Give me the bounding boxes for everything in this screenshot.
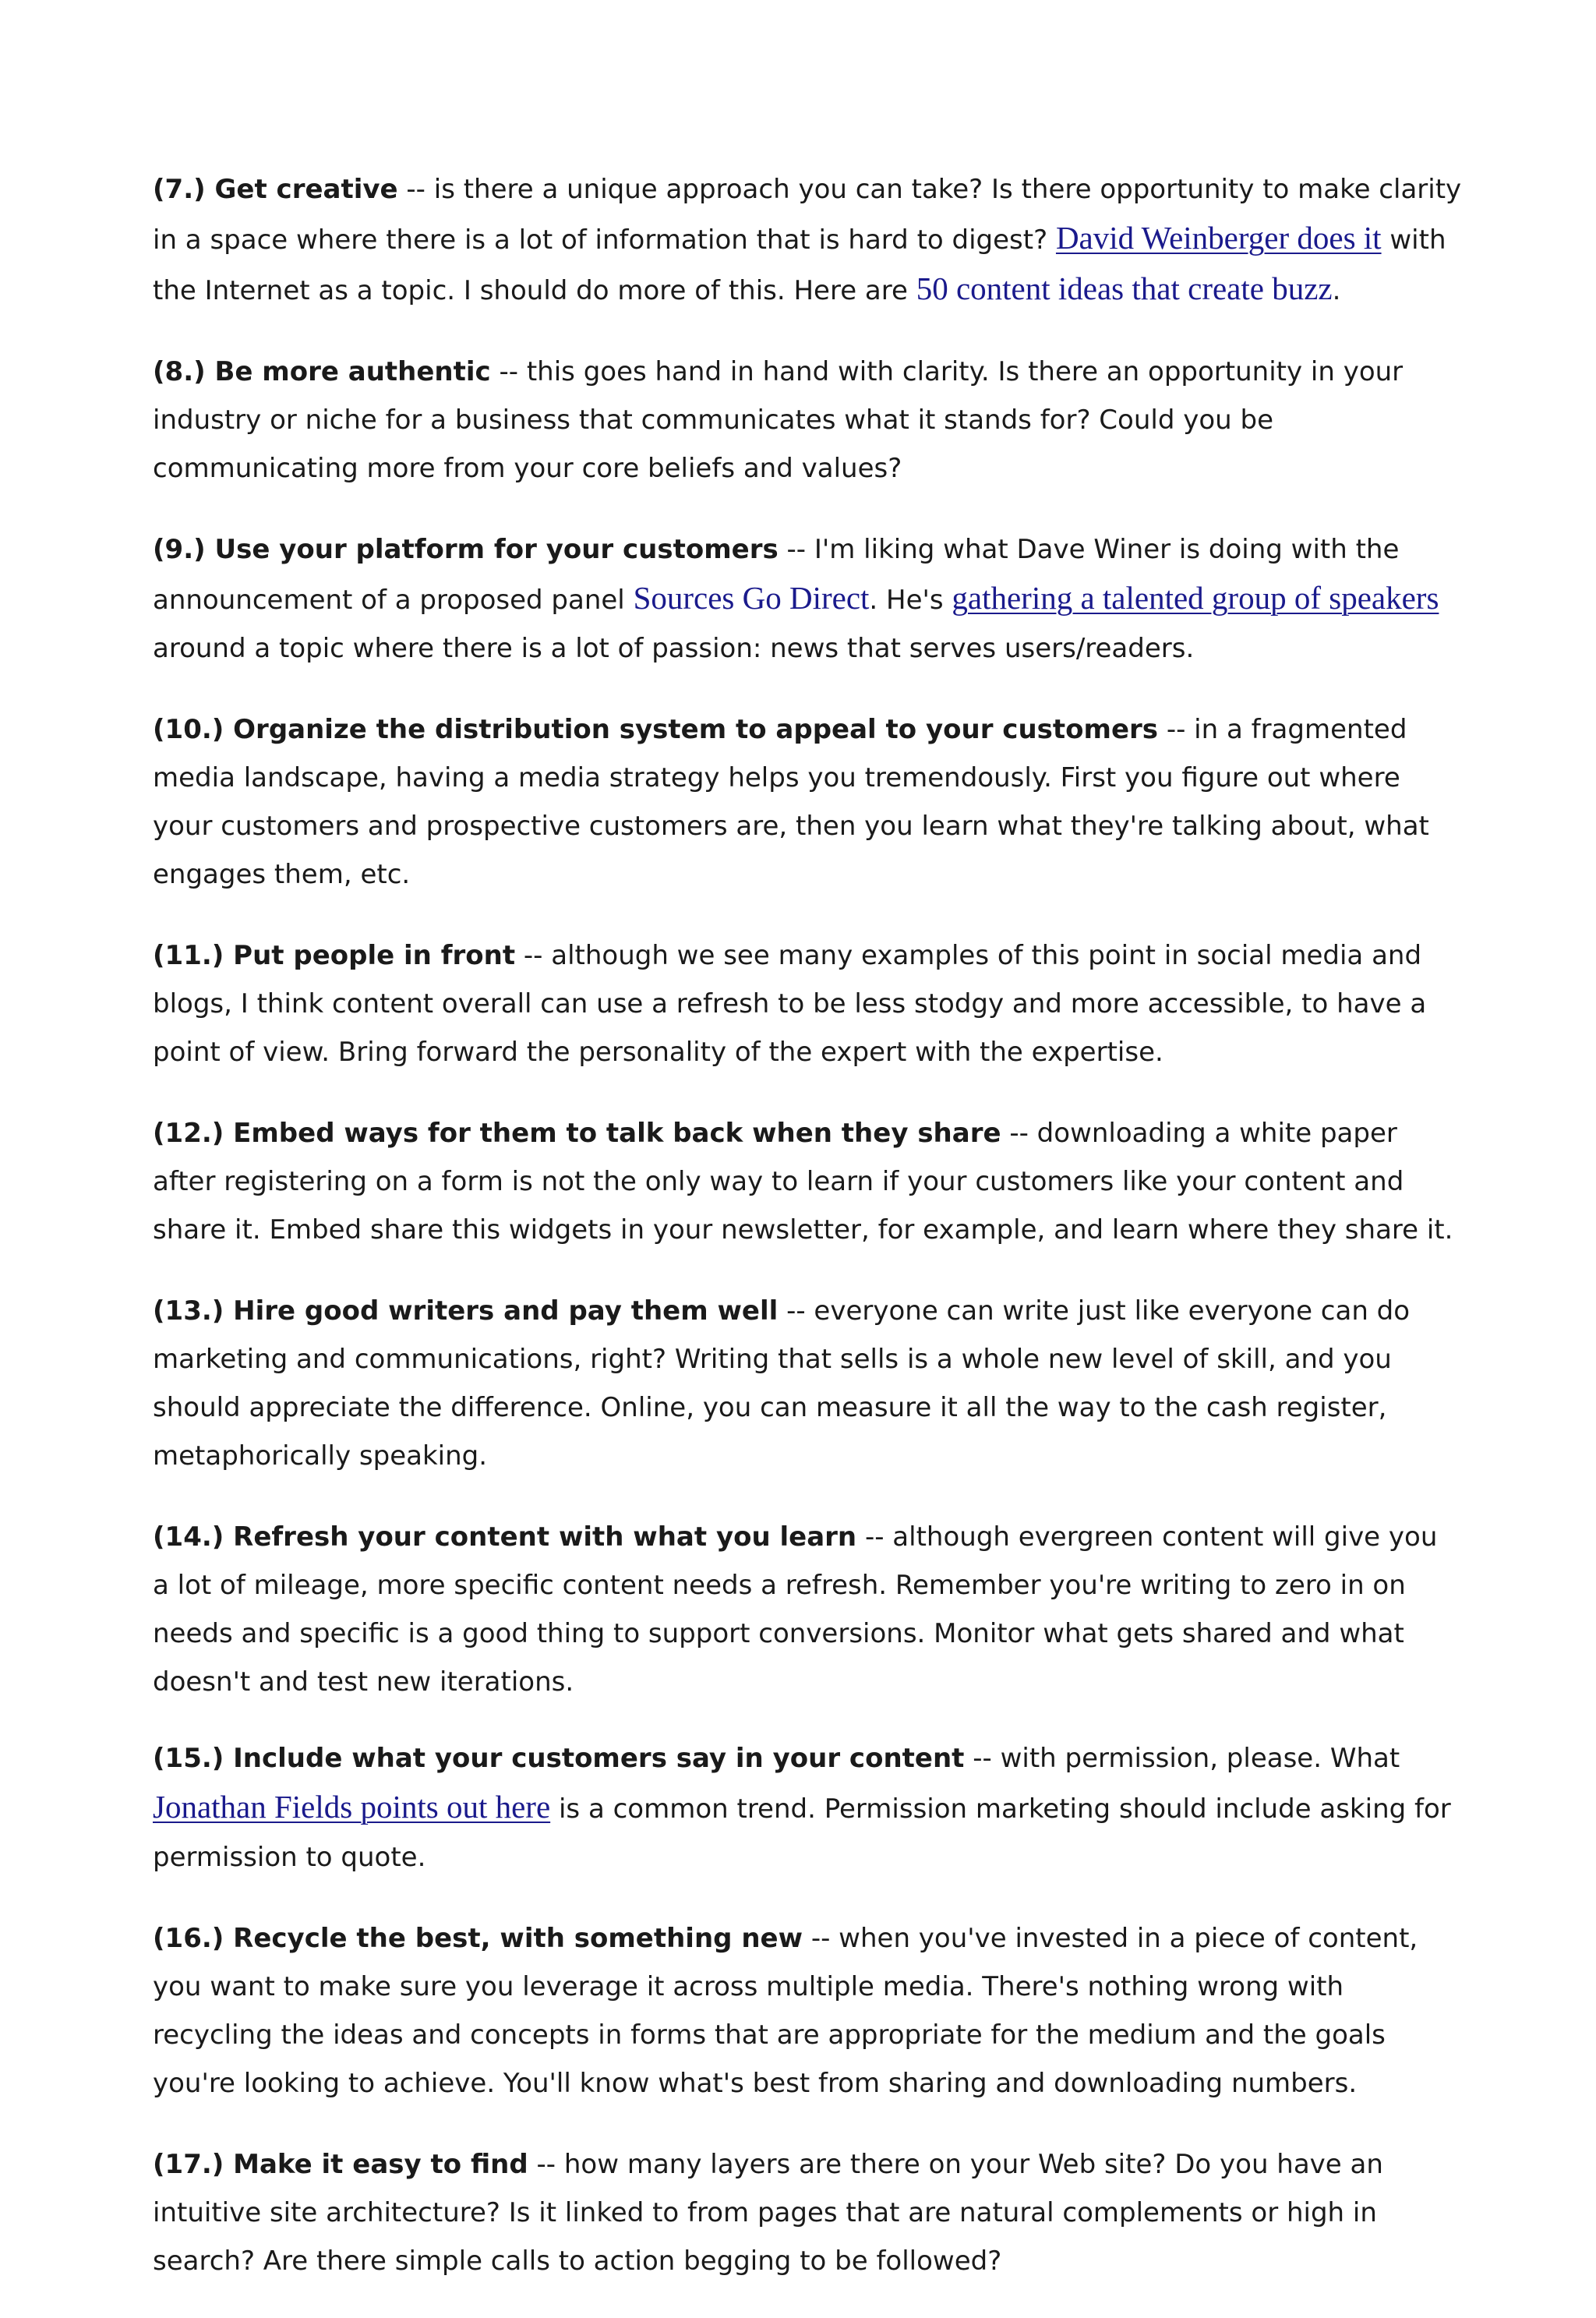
item-heading: (17.) Make it easy to find: [153, 2149, 528, 2180]
item-text: -- in a fragmented media landscape, having a media strategy helps you tremendously. First you figure out where your customers and prospective customers are, then you learn what they're talking about, what engages them, etc.: [153, 714, 1429, 890]
item-text: -- is there a unique approach you can take? Is there opportunity to make clarity in a space where there is a lot of information that is hard to digest?: [153, 174, 1462, 256]
item-text: -- with permission, please. What: [964, 1743, 1400, 1774]
item-text: is a common trend. Permission marketing should include asking for permission to quote.: [153, 1793, 1451, 1873]
item-heading: (13.) Hire good writers and pay them well: [153, 1295, 779, 1327]
item-text: -- how many layers are there on your Web site? Do you have an intuitive site architecture? Is it linked to from pages that are natural complements or high in search? Are there simple calls to action begging to be followed?: [153, 2149, 1383, 2277]
document-page: [153, 165, 1462, 2318]
item-16: [153, 1914, 1462, 2108]
jonathan-fields-link[interactable]: Jonathan Fields points out here: [153, 1789, 551, 1825]
item-7: [153, 165, 1462, 315]
item-heading: (16.) Recycle the best, with something new: [153, 1923, 803, 1954]
item-15: [153, 1734, 1462, 1882]
item-heading: (11.) Put people in front: [153, 940, 516, 971]
item-heading: (7.) Get creative: [153, 174, 398, 205]
item-8: [153, 348, 1462, 493]
item-text: -- although evergreen content will give you a lot of mileage, more specific content needs a refresh. Remember you're writing to zero in on needs and specific is a good thing to support conversions. Monitor what gets shared and what doesn't and test new iterations.: [153, 1521, 1438, 1698]
item-heading: (12.) Embed ways for them to talk back when they share: [153, 1118, 1001, 1149]
item-text: -- although we see many examples of this point in social media and blogs, I think content overall can use a refresh to be less stodgy and more accessible, to have a point of view. Bring forward the personality of the expert with the expertise.: [153, 940, 1427, 1068]
item-text: . He's: [869, 585, 952, 616]
speakers-link[interactable]: gathering a talented group of speakers: [952, 580, 1439, 616]
item-9: [153, 525, 1462, 673]
item-text: around a topic where there is a lot of passion: news that serves users/readers.: [153, 633, 1195, 664]
item-17: [153, 2140, 1462, 2285]
item-text: with the Internet as a topic. I should do more of this. Here are: [153, 224, 1446, 306]
item-11: [153, 931, 1462, 1076]
item-text: -- everyone can write just like everyone can do marketing and communications, right? Writing that sells is a whole new level of skill, and you should appreciate the difference. Online, you can measure it all the way to the cash register, metaphorically speaking.: [153, 1295, 1411, 1472]
item-10: [153, 705, 1462, 899]
item-12: [153, 1109, 1462, 1254]
item-heading: (14.) Refresh your content with what you learn: [153, 1521, 857, 1553]
content-ideas-link[interactable]: 50 content ideas that create buzz: [916, 270, 1333, 306]
item-text: .: [1332, 275, 1341, 306]
sources-go-direct-link[interactable]: Sources Go Direct: [633, 580, 870, 616]
item-text: -- when you've invested in a piece of content, you want to make sure you leverage it across multiple media. There's nothing wrong with recycling the ideas and concepts in forms that are appropriate for the medium and the goals you're looking to achieve. You'll know what's best from sharing and downloading numbers.: [153, 1923, 1418, 2099]
david-weinberger-link[interactable]: David Weinberger does it: [1055, 220, 1382, 256]
item-heading: (9.) Use your platform for your customers: [153, 534, 779, 565]
item-heading: (8.) Be more authentic: [153, 356, 491, 387]
item-13: [153, 1287, 1462, 1480]
item-14: [153, 1513, 1462, 1706]
item-text: -- this goes hand in hand with clarity. Is there an opportunity in your industry or niche for a business that communicates what it stands for? Could you be communicating more from your core beliefs and values?: [153, 356, 1404, 484]
item-heading: (15.) Include what your customers say in your content: [153, 1743, 965, 1774]
item-text: -- I'm liking what Dave Winer is doing with the announcement of a proposed panel: [153, 534, 1400, 616]
item-heading: (10.) Organize the distribution system to appeal to your customers: [153, 714, 1159, 745]
item-text: -- downloading a white paper after registering on a form is not the only way to learn if your customers like your content and share it. Embed share this widgets in your newsletter, for example, and learn where they share it.: [153, 1118, 1453, 1246]
